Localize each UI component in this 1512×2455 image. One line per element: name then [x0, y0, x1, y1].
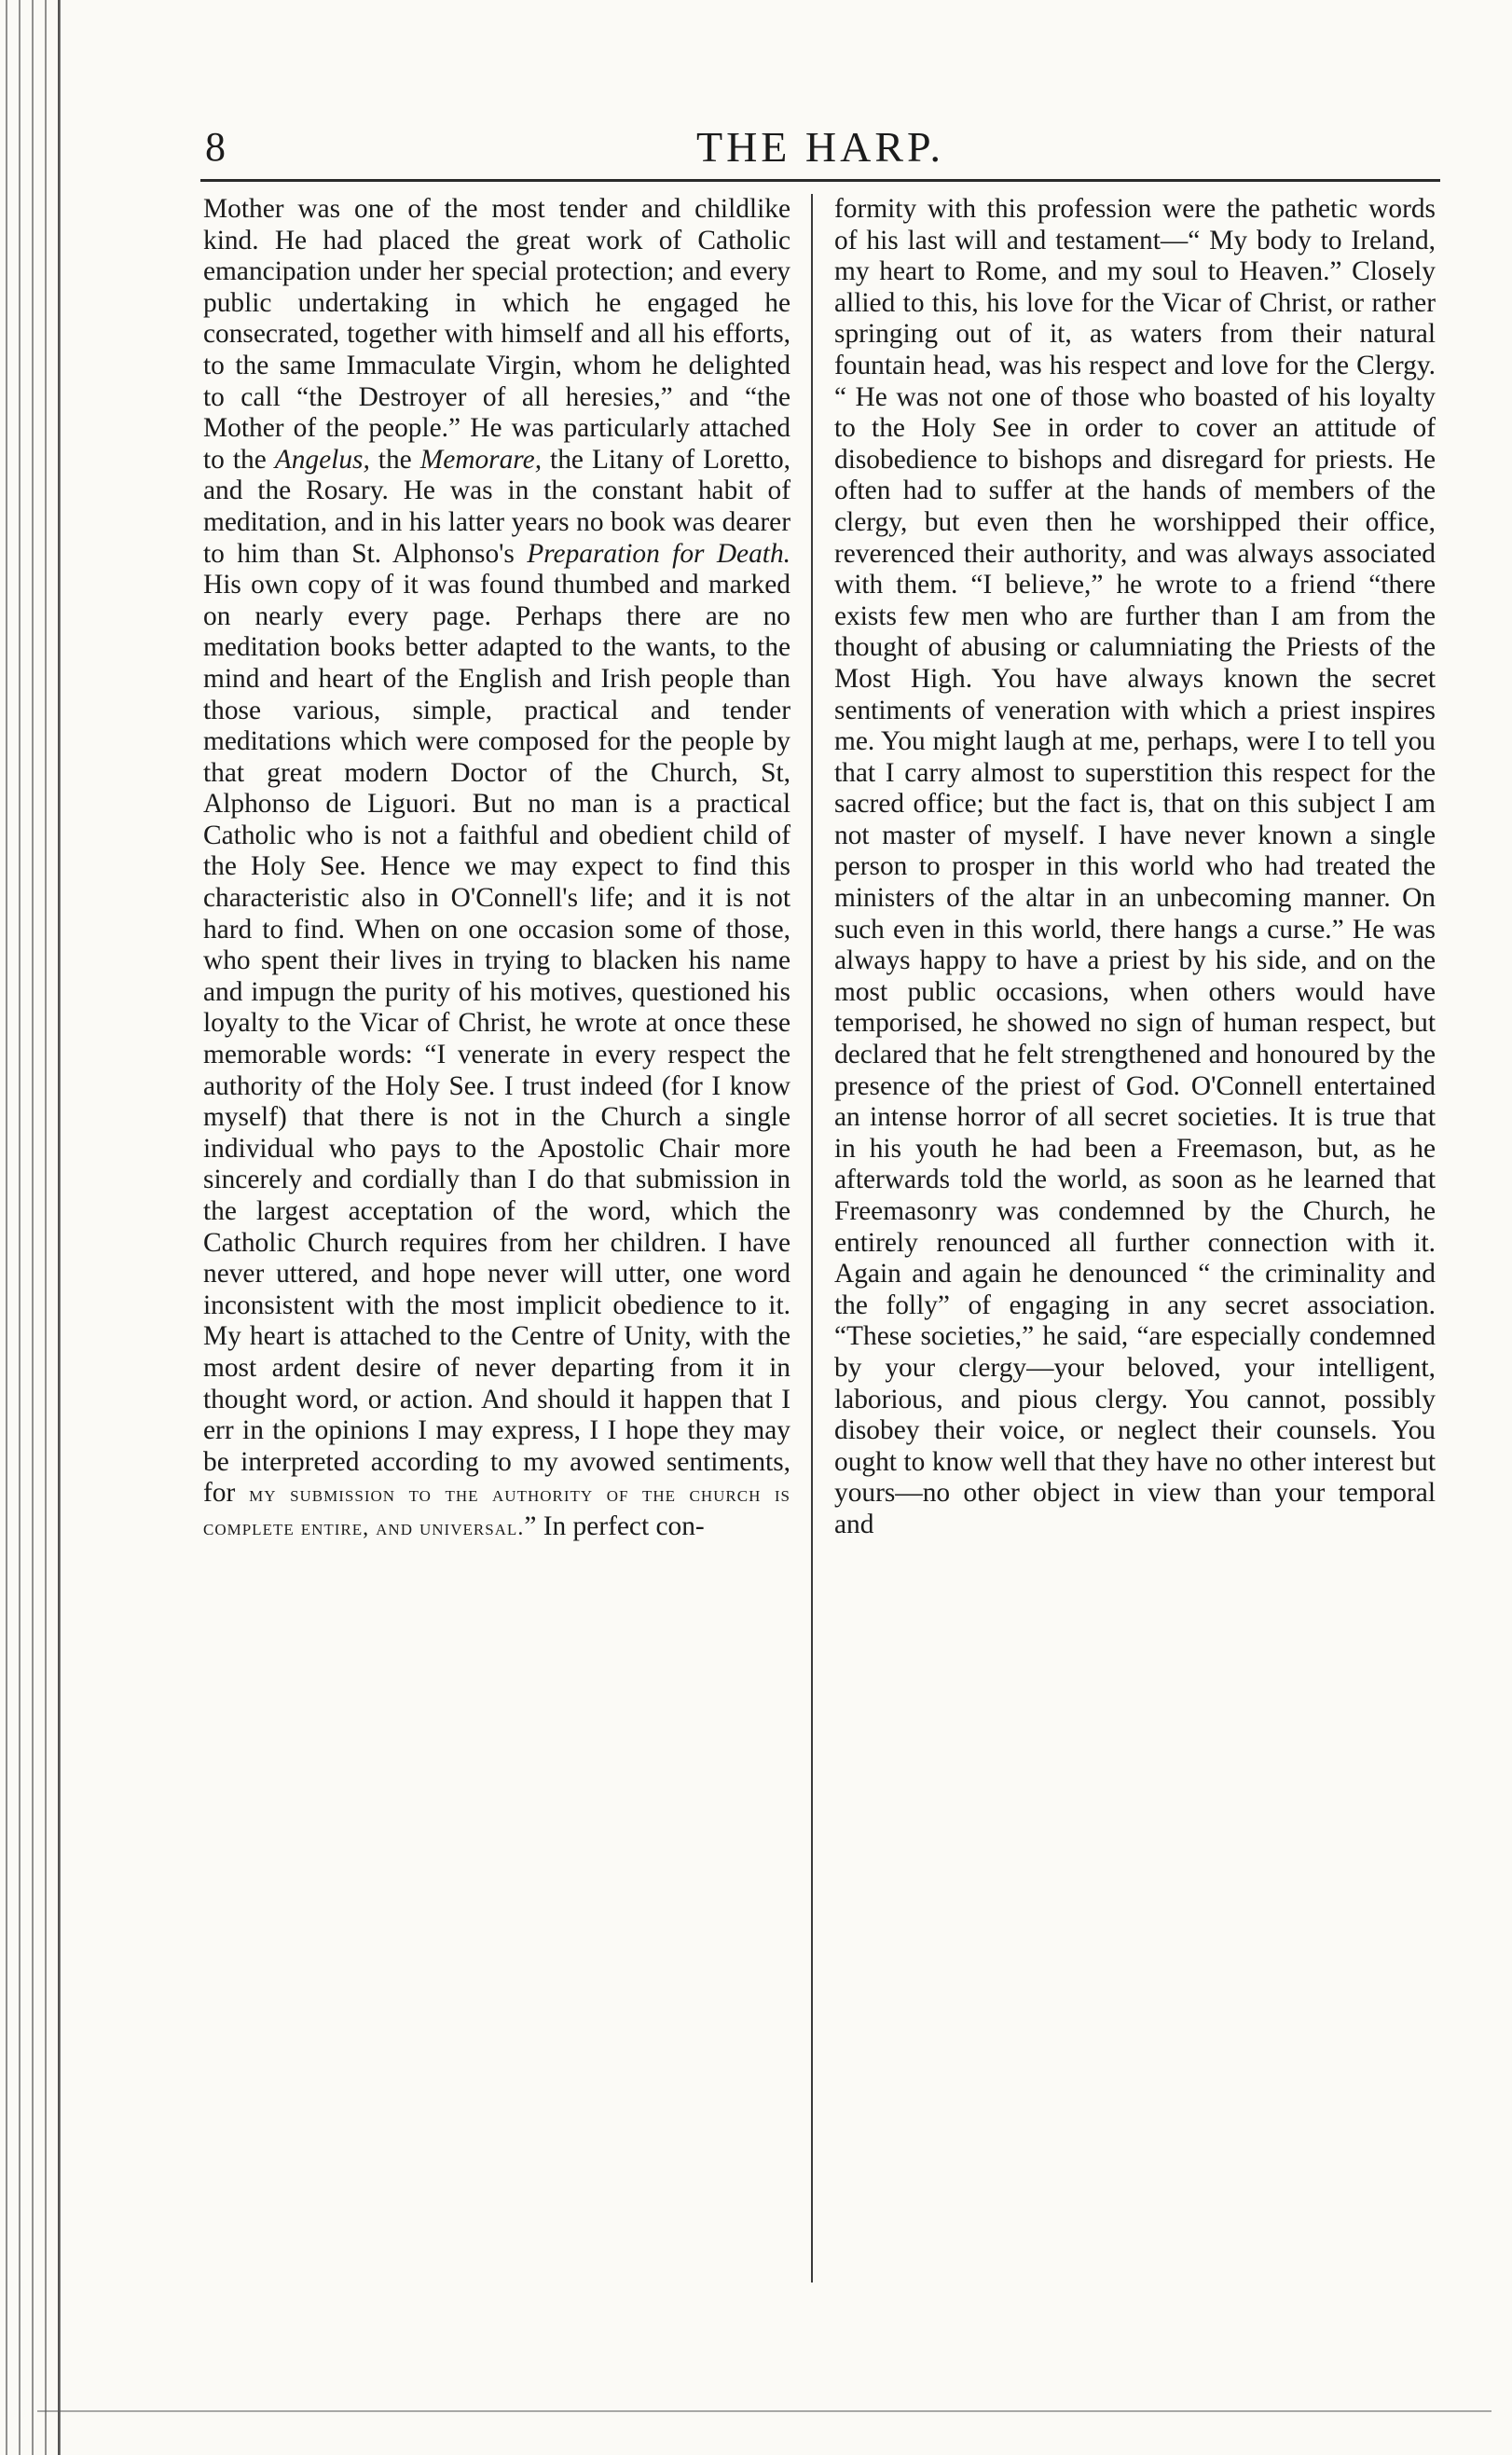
right-column [834, 194, 1436, 2283]
right-paragraph: formity with this profession were the pathetic words of his last will and testament—“ My body to Ireland, my heart to Rome, and my soul to Heaven.” Closely allied to this, his love for the Vicar of Christ, or rather springing out of it, as waters from their natural fountain head, was his respect and love for the Clergy. “ He was not one of those who boasted of his loyalty to the Holy See in order to cover an attitude of disobedience to bishops and disregard for priests. He often had to suffer at the hands of members of the clergy, but even then he worshipped their office, reverenced their authority, and was always associated with them. “I believe,” he wrote to a friend “there exists few men who are further than I am from the thought of abusing or calumniating the Priests of the Most High. You have always known the secret sentiments of veneration with which a priest inspires me. You might laugh at me, perhaps, were I to tell you that I carry almost to superstition this respect for the sacred office; but the fact is, that on this subject I am not master of myself. I have never known a single person to prosper in this world who had treated the ministers of the altar in an unbecoming manner. On such even in this world, there hangs a curse.” He was always happy to have a priest by his side, and on the most public occasions, when others would have temporised, he showed no sign of human respect, but declared that he felt strengthened and honoured by the presence of the priest of God. O'Connell entertained an intense horror of all secret societies. It is true that in his youth he had been a Freemason, but, as he afterwards told the world, as soon as he learned that Freemasonry was condemned by the Church, he entirely renounced all further connection with it. Again and again he denounced “ the criminality and the folly” of engaging in any secret association. “These societies,” he said, “are especially condemned by your clergy—your beloved, your intelligent, laborious, and pious clergy. You cannot, possibly disobey their voice, or neglect their counsels. You ought to know well that they have no other interest but yours—no other object in view than your temporal and [834, 194, 1436, 1539]
binding-edge [0, 0, 65, 2455]
small-caps-quote: my submission to the authority of the church is complete entire, and universal. [203, 1483, 791, 1540]
header-rule [200, 179, 1440, 182]
bottom-border [37, 2410, 1491, 2412]
text-run: the [369, 444, 420, 475]
column-divider [811, 194, 813, 2283]
text-run: His own copy of it was found thumbed and marked on nearly every page. Perhaps there are no meditation books better adapted to the wants, to the mind and heart of the English and Irish people than those various, simple, practical and tender meditations which were composed for the people by that great modern Doctor of the Church, St, Alphonso de Liguori. But no man is a practical Catholic who is not a faithful and obedient child of the Holy See. Hence we may expect to find this characteristic also in O'Connell's life; and it is not hard to find. When on one occasion some of those, who spent their lives in trying to blacken his name and impugn the purity of his motives, questioned his loyalty to the Vicar of Christ, he wrote at once these memorable words: “I venerate in every respect the authority of the Holy See. I trust indeed (for I know myself) that there is not in the Church a single individual who pays to the Apostolic Chair more sincerely and cordially than I do that submission in the largest acceptation of the word, which the Catholic Church requires from her children. I have never uttered, and hope never will utter, one word inconsistent with the most implicit obedience to it. My heart is attached to the Centre of Unity, with the most ardent desire of never departing from it in thought word, or action. And should it happen that I err in the opinions I may express, I I hope they may be interpreted according to my avowed sentiments, for [203, 570, 790, 1509]
text-run: the Litany of Loretto, and the Rosary. He was in the constant habit of meditation, and in his latter years no book was dearer to him than St. Alphonso's [203, 444, 790, 569]
text-run: Mother was one of the most tender and childlike kind. He had placed the great work of Catholic emancipation under her special protection; and every public undertaking in which he engaged he consecrated, together with himself and all his efforts, to the same Immaculate Virgin, whom he delighted to call “the Destroyer of all heresies,” and “the Mother of the people.” He was particularly attached to the [203, 194, 790, 475]
italic-title: Angelus, [274, 444, 370, 475]
page-header [205, 119, 1436, 175]
running-head: THE HARP. [695, 123, 945, 171]
text-run: ” In perfect con- [524, 1510, 705, 1541]
page-number: 8 [205, 124, 226, 170]
italic-title: Preparation for Death. [527, 538, 791, 569]
left-paragraph [203, 194, 790, 1545]
left-column [203, 194, 790, 2283]
binding-line [58, 0, 61, 2455]
italic-title: Memorare, [419, 444, 543, 475]
